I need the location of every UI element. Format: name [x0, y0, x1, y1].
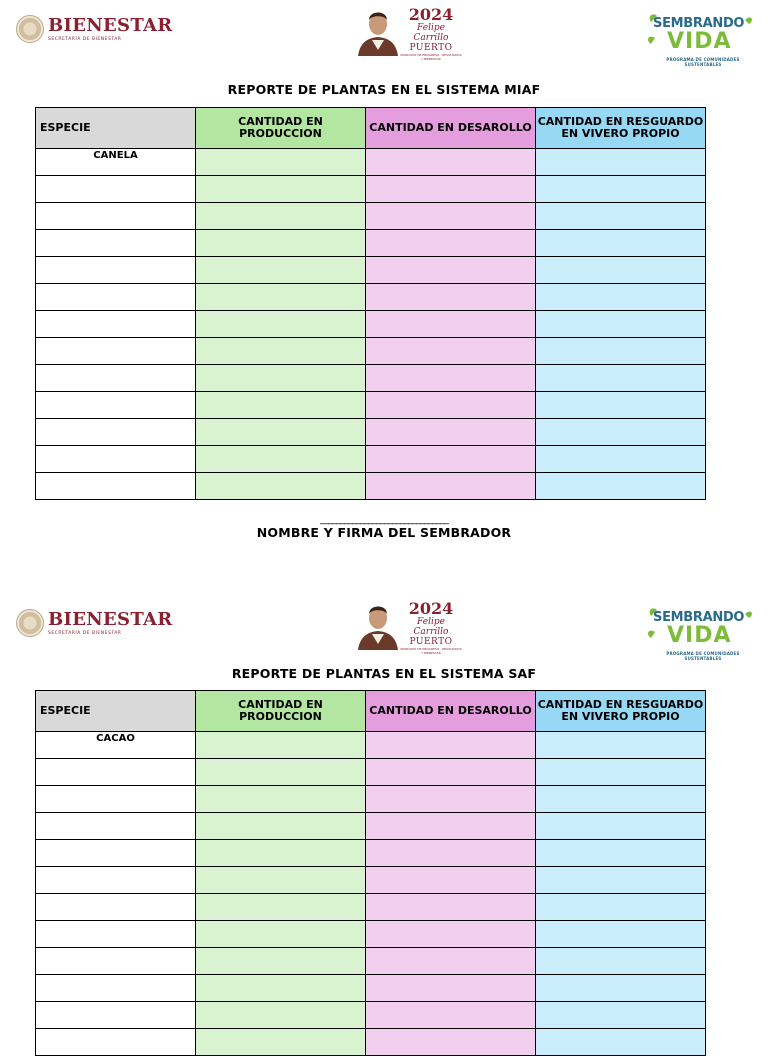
- especie-cell[interactable]: [36, 975, 196, 1002]
- produccion-cell[interactable]: [196, 473, 366, 500]
- desarollo-cell[interactable]: [366, 338, 536, 365]
- table-row: [36, 176, 706, 203]
- desarollo-cell[interactable]: [366, 894, 536, 921]
- resguardo-cell[interactable]: [536, 419, 706, 446]
- desarollo-cell[interactable]: [366, 813, 536, 840]
- municipal-logo-city: PUERTO: [409, 43, 453, 53]
- sembrando-logo-main: VIDA: [667, 29, 732, 54]
- header-resguardo: CANTIDAD EN RESGUARDO EN VIVERO PROPIO: [536, 108, 706, 149]
- portrait-icon: [356, 4, 400, 56]
- produccion-cell[interactable]: [196, 392, 366, 419]
- signature-label: NOMBRE Y FIRMA DEL SEMBRADOR: [256, 525, 512, 540]
- desarollo-cell[interactable]: [366, 365, 536, 392]
- especie-cell[interactable]: [36, 176, 196, 203]
- especie-cell[interactable]: [36, 921, 196, 948]
- desarollo-cell[interactable]: [366, 732, 536, 759]
- table-row: [36, 284, 706, 311]
- especie-cell[interactable]: [36, 419, 196, 446]
- table-row: [36, 149, 706, 176]
- produccion-cell[interactable]: [196, 176, 366, 203]
- desarollo-cell[interactable]: [366, 473, 536, 500]
- desarollo-cell[interactable]: [366, 1002, 536, 1029]
- table-row: [36, 921, 706, 948]
- produccion-cell[interactable]: [196, 365, 366, 392]
- municipal-logo-name: Felipe Carrillo: [413, 617, 449, 637]
- table-row: [36, 365, 706, 392]
- produccion-cell[interactable]: [196, 975, 366, 1002]
- resguardo-cell[interactable]: [536, 284, 706, 311]
- especie-cell[interactable]: [36, 786, 196, 813]
- header-especie: ESPECIE: [36, 691, 196, 732]
- bienestar-logo: [16, 609, 173, 637]
- table-row: [36, 1002, 706, 1029]
- table-row: [36, 867, 706, 894]
- municipal-logo-name: Felipe Carrillo: [413, 23, 449, 43]
- table-row: [36, 948, 706, 975]
- table-body-miaf: [36, 149, 706, 500]
- resguardo-cell[interactable]: [536, 338, 706, 365]
- produccion-cell[interactable]: [196, 284, 366, 311]
- table-row: [36, 257, 706, 284]
- desarollo-cell[interactable]: [366, 149, 536, 176]
- resguardo-cell[interactable]: [536, 311, 706, 338]
- table-row: [36, 446, 706, 473]
- especie-cell[interactable]: [36, 365, 196, 392]
- especie-cell[interactable]: [36, 203, 196, 230]
- desarollo-cell[interactable]: [366, 921, 536, 948]
- produccion-cell[interactable]: [196, 257, 366, 284]
- especie-cell[interactable]: CANELA: [36, 149, 196, 176]
- header-desarollo: CANTIDAD EN DESAROLLO: [366, 108, 536, 149]
- produccion-cell[interactable]: [196, 203, 366, 230]
- desarollo-cell[interactable]: [366, 948, 536, 975]
- table-row: [36, 311, 706, 338]
- especie-cell[interactable]: [36, 759, 196, 786]
- resguardo-cell[interactable]: [536, 840, 706, 867]
- table-row: [36, 813, 706, 840]
- header-resguardo: CANTIDAD EN RESGUARDO EN VIVERO PROPIO: [536, 691, 706, 732]
- signature-line: ________________________________: [320, 514, 448, 525]
- resguardo-cell[interactable]: [536, 230, 706, 257]
- especie-cell[interactable]: [36, 1002, 196, 1029]
- resguardo-cell[interactable]: [536, 732, 706, 759]
- especie-cell[interactable]: [36, 867, 196, 894]
- especie-cell[interactable]: [36, 1029, 196, 1056]
- bienestar-logo-subtitle: SECRETARÍA DE BIENESTAR: [48, 630, 122, 636]
- bienestar-logo-title: BIENESTAR: [48, 14, 173, 36]
- resguardo-cell[interactable]: [536, 473, 706, 500]
- header-produccion: CANTIDAD EN PRODUCCION: [196, 691, 366, 732]
- government-seal-icon: [16, 15, 44, 43]
- resguardo-cell[interactable]: [536, 446, 706, 473]
- sembrando-logo-subtitle: PROGRAMA DE COMUNIDADES SUSTENTABLES: [666, 651, 740, 661]
- produccion-cell[interactable]: [196, 921, 366, 948]
- produccion-cell[interactable]: [196, 230, 366, 257]
- municipal-logo-year: 2024: [408, 5, 454, 24]
- sembrando-logo-subtitle: PROGRAMA DE COMUNIDADES SUSTENTABLES: [666, 57, 740, 67]
- desarollo-cell[interactable]: [366, 867, 536, 894]
- report-title: REPORTE DE PLANTAS EN EL SISTEMA MIAF: [227, 82, 541, 97]
- municipal-logo-tagline: MUNICIPIO DE PROGRESO · RESULTADOS Y BIENESTAR: [400, 647, 462, 655]
- table-row: [36, 1029, 706, 1056]
- desarollo-cell[interactable]: [366, 759, 536, 786]
- table-row: [36, 840, 706, 867]
- resguardo-cell[interactable]: [536, 392, 706, 419]
- table-row: [36, 203, 706, 230]
- table-row: [36, 759, 706, 786]
- especie-cell[interactable]: [36, 392, 196, 419]
- resguardo-cell[interactable]: [536, 1029, 706, 1056]
- sembrando-vida-logo: [645, 604, 755, 662]
- produccion-cell[interactable]: [196, 338, 366, 365]
- government-seal-icon: [16, 609, 44, 637]
- desarollo-cell[interactable]: [366, 230, 536, 257]
- desarollo-cell[interactable]: [366, 840, 536, 867]
- especie-cell[interactable]: [36, 948, 196, 975]
- especie-cell[interactable]: [36, 230, 196, 257]
- especie-cell[interactable]: [36, 338, 196, 365]
- especie-cell[interactable]: [36, 840, 196, 867]
- especie-cell[interactable]: [36, 473, 196, 500]
- produccion-cell[interactable]: [196, 894, 366, 921]
- table-row: [36, 392, 706, 419]
- table-row: [36, 419, 706, 446]
- resguardo-cell[interactable]: [536, 149, 706, 176]
- produccion-cell[interactable]: [196, 948, 366, 975]
- resguardo-cell[interactable]: [536, 176, 706, 203]
- desarollo-cell[interactable]: [366, 257, 536, 284]
- produccion-cell[interactable]: [196, 446, 366, 473]
- resguardo-cell[interactable]: [536, 894, 706, 921]
- produccion-cell[interactable]: [196, 786, 366, 813]
- desarollo-cell[interactable]: [366, 786, 536, 813]
- plant-report-table-miaf: [35, 107, 706, 500]
- resguardo-cell[interactable]: [536, 257, 706, 284]
- header-desarollo: CANTIDAD EN DESAROLLO: [366, 691, 536, 732]
- table-row: [36, 338, 706, 365]
- resguardo-cell[interactable]: [536, 203, 706, 230]
- especie-cell[interactable]: [36, 257, 196, 284]
- resguardo-cell[interactable]: [536, 813, 706, 840]
- produccion-cell[interactable]: [196, 759, 366, 786]
- resguardo-cell[interactable]: [536, 786, 706, 813]
- produccion-cell[interactable]: [196, 867, 366, 894]
- resguardo-cell[interactable]: [536, 365, 706, 392]
- sembrando-logo-main: VIDA: [667, 623, 732, 648]
- bienestar-logo-subtitle: SECRETARÍA DE BIENESTAR: [48, 36, 122, 42]
- plant-report-table-saf: [35, 690, 706, 1056]
- resguardo-cell[interactable]: [536, 975, 706, 1002]
- desarollo-cell[interactable]: [366, 446, 536, 473]
- resguardo-cell[interactable]: [536, 1002, 706, 1029]
- table-row: [36, 732, 706, 759]
- bienestar-logo-title: BIENESTAR: [48, 608, 173, 630]
- produccion-cell[interactable]: [196, 732, 366, 759]
- produccion-cell[interactable]: [196, 1002, 366, 1029]
- sembrando-logo-top: SEMBRANDO: [653, 16, 745, 31]
- report-title: REPORTE DE PLANTAS EN EL SISTEMA SAF: [231, 666, 537, 681]
- portrait-icon: [356, 598, 400, 650]
- desarollo-cell[interactable]: [366, 284, 536, 311]
- especie-cell[interactable]: CACAO: [36, 732, 196, 759]
- table-row: [36, 975, 706, 1002]
- desarollo-cell[interactable]: [366, 311, 536, 338]
- especie-cell[interactable]: [36, 446, 196, 473]
- sembrando-vida-logo: [645, 10, 755, 68]
- desarollo-cell[interactable]: [366, 392, 536, 419]
- municipal-logo: [356, 4, 462, 61]
- bienestar-logo: [16, 15, 173, 43]
- table-row: [36, 786, 706, 813]
- municipal-logo: [356, 598, 462, 655]
- table-body-saf: [36, 732, 706, 1056]
- header-especie: ESPECIE: [36, 108, 196, 149]
- desarollo-cell[interactable]: [366, 975, 536, 1002]
- produccion-cell[interactable]: [196, 419, 366, 446]
- especie-cell[interactable]: [36, 284, 196, 311]
- produccion-cell[interactable]: [196, 1029, 366, 1056]
- table-row: [36, 473, 706, 500]
- produccion-cell[interactable]: [196, 149, 366, 176]
- resguardo-cell[interactable]: [536, 948, 706, 975]
- especie-cell[interactable]: [36, 311, 196, 338]
- signature-block: [0, 514, 768, 540]
- produccion-cell[interactable]: [196, 813, 366, 840]
- municipal-logo-city: PUERTO: [409, 637, 453, 647]
- resguardo-cell[interactable]: [536, 921, 706, 948]
- desarollo-cell[interactable]: [366, 203, 536, 230]
- produccion-cell[interactable]: [196, 840, 366, 867]
- sembrando-logo-top: SEMBRANDO: [653, 610, 745, 625]
- especie-cell[interactable]: [36, 894, 196, 921]
- resguardo-cell[interactable]: [536, 759, 706, 786]
- desarollo-cell[interactable]: [366, 419, 536, 446]
- municipal-logo-year: 2024: [408, 599, 454, 618]
- resguardo-cell[interactable]: [536, 867, 706, 894]
- table-row: [36, 894, 706, 921]
- produccion-cell[interactable]: [196, 311, 366, 338]
- municipal-logo-tagline: MUNICIPIO DE PROGRESO · RESULTADOS Y BIENESTAR: [400, 53, 462, 61]
- header-produccion: CANTIDAD EN PRODUCCION: [196, 108, 366, 149]
- especie-cell[interactable]: [36, 813, 196, 840]
- desarollo-cell[interactable]: [366, 1029, 536, 1056]
- table-row: [36, 230, 706, 257]
- desarollo-cell[interactable]: [366, 176, 536, 203]
